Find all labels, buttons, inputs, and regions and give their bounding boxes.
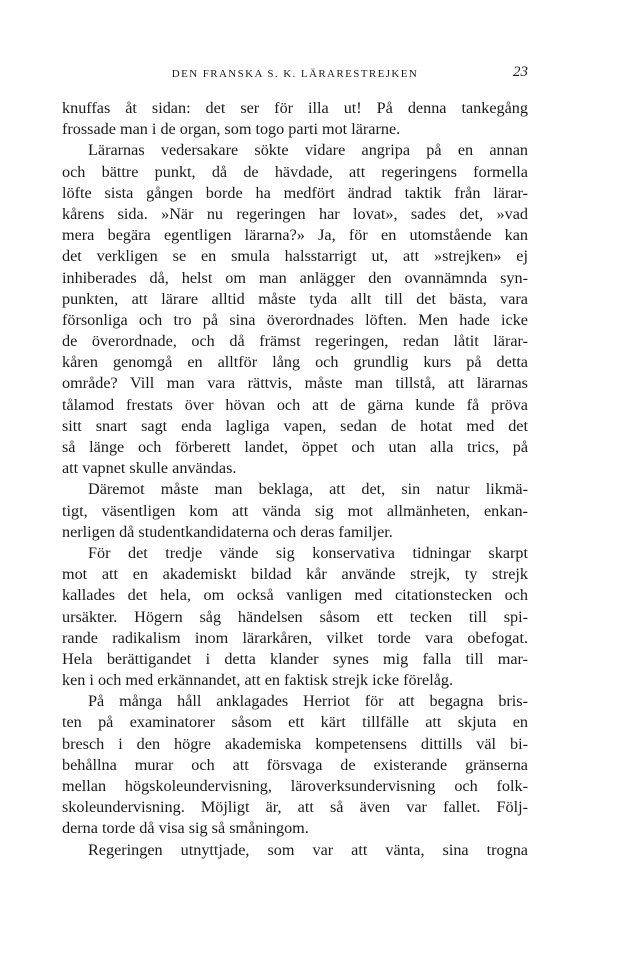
text-line: ursäkter. Högern såg händelsen såsom ett tecken till spi- (62, 607, 528, 626)
text-line: nerligen då studentkandidaterna och deras familjer. (62, 522, 393, 541)
text-line: skoleundervisning. Möjligt är, att så även var fallet. Följ- (62, 798, 528, 817)
text-line: bresch i den högre akademiska kompetensens dittills väl bi- (62, 734, 528, 753)
text-line: försonliga och tro på sina överordnades löften. Men hade icke (62, 310, 528, 329)
page-number: 23 (513, 64, 528, 80)
text-line: tigt, väsentligen kom att vända sig mot allmänheten, enkan- (62, 501, 528, 520)
text-line: område? Vill man vara rättvis, måste man tillstå, att lärarnas (62, 374, 528, 393)
running-head (62, 60, 528, 84)
text-line: löfte sista gången borde ha medfört ändrad taktik från lärar- (62, 183, 528, 202)
text-line: kåren genomgå en alltför lång och grundlig kurs på detta (62, 353, 528, 372)
text-line: För det tredje vände sig konservativa tidningar skarpt (88, 543, 528, 562)
text-line: de överordnade, och då främst regeringen, redan låtit lärar- (62, 332, 528, 351)
text-line: ten på examinatorer såsom ett kärt tillfälle att skjuta en (62, 713, 528, 732)
text-line: derna torde då visa sig så småningom. (62, 819, 309, 838)
text-line: kallades det hela, om också vanligen med citationstecken och (62, 586, 528, 605)
text-line: Hela berättigandet i detta klander synes mig falla till mar- (62, 649, 528, 668)
text-line: behållna murar och att försvaga de existerande gränserna (62, 755, 528, 774)
text-line: inhiberades då, helst om man anlägger den ovannämnda syn- (62, 268, 528, 287)
text-line: att vapnet skulle användas. (62, 459, 237, 478)
text-line: kårens sida. »När nu regeringen har lovat», sades det, »vad (62, 204, 528, 223)
text-line: sitt snart sagt enda lagliga vapen, sedan de hotat med det (62, 416, 528, 435)
book-page (62, 60, 528, 861)
text-line: och bättre punkt, då de hävdade, att regeringens formella (62, 162, 528, 181)
text-line: tålamod frestats över hövan och att de gärna kunde få pröva (62, 395, 528, 414)
text-line: rande radikalism inom lärarkåren, vilket torde vara obefogat. (62, 628, 528, 647)
text-line: det verkligen se en smula halsstarrigt ut, att »strejken» ej (62, 247, 528, 266)
text-line: mellan högskoleundervisning, läroverksundervisning och folk- (62, 777, 528, 795)
text-line: knuffas åt sidan: det ser för illa ut! På denna tankegång (62, 99, 528, 117)
body-text (62, 98, 528, 861)
running-title: DEN FRANSKA S. K. LÄRARESTREJKEN (171, 68, 419, 80)
text-line: mot att en akademiskt bildad kår använde strejk, ty strejk (62, 565, 528, 584)
text-line: punkten, att lärare alltid måste tyda allt till det bästa, vara (62, 289, 528, 308)
text-line: Regeringen utnyttjade, som var att vänta, sina trogna (88, 840, 528, 859)
text-line: så länge och förberett landet, öppet och utan alla trics, på (62, 438, 528, 456)
text-line: ken i och med erkännandet, att en faktisk strejk icke förelåg. (62, 671, 454, 690)
text-line: frossade man i de organ, som togo parti mot lärarne. (62, 120, 401, 139)
text-line: mera begära egentligen lärarna?» Ja, för en utomstående kan (62, 226, 528, 245)
text-line: Lärarnas vedersakare sökte vidare angripa på en annan (88, 141, 528, 160)
text-line: På många håll anklagades Herriot för att begagna bris- (88, 692, 528, 711)
text-line: Däremot måste man beklaga, att det, sin natur likmä- (88, 480, 528, 499)
